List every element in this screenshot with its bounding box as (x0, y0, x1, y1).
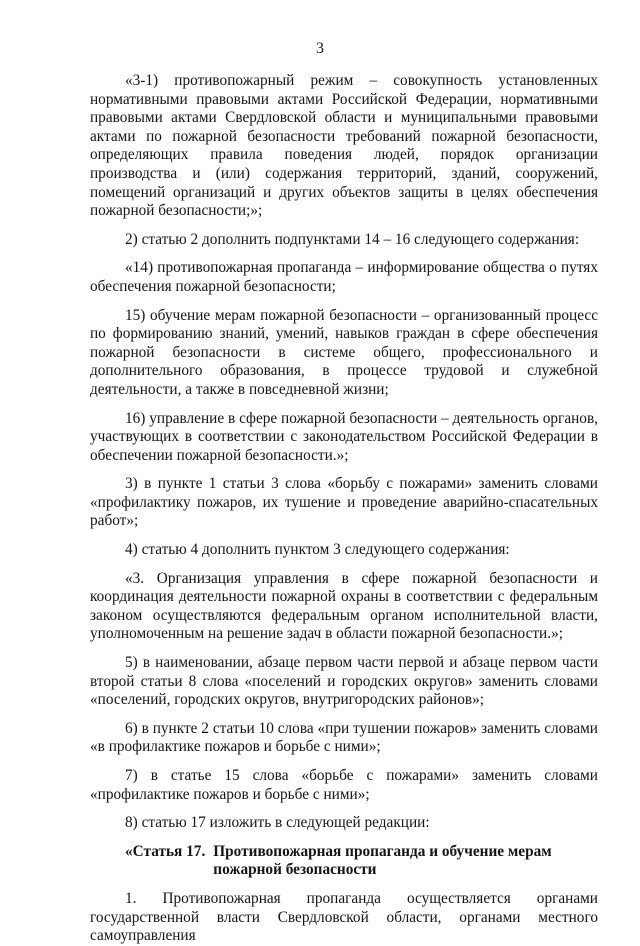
paragraph-3-1-fire-regime: «3-1) противопожарный режим – совокупность установленных нормативными правовыми актами Российской Федерации, нормативными правовыми актами Свердловской области и муниципальными правовыми актами по пожарной безопасности требований пожарной безопасности, определяющих правила поведения людей, порядок организации производства и (или) содержания территорий, зданий, сооружений, помещений организаций и других объектов защиты в целях обеспечения пожарной безопасности;»; (90, 72, 598, 220)
paragraph-item-4: 4) статью 4 дополнить пунктом 3 следующего содержания: (125, 541, 510, 559)
paragraph-item-3: 3) в пункте 1 статьи 3 слова «борьбу с пожарами» заменить словами «профилактику пожаров, их тушение и проведение аварийно-спасательных работ»; (90, 475, 598, 530)
article-17-title: Противопожарная пропаганда и обучение мерам пожарной безопасности (213, 842, 552, 879)
page-number: 3 (316, 40, 324, 57)
paragraph-subitem-15: 15) обучение мерам пожарной безопасности – организованный процесс по формированию знаний, умений, навыков граждан в сфере обеспечения пожарной безопасности в системе общего, профессионального и дополнительного образования, в процессе трудовой и служебной деятельности, а также в повседневной жизни; (90, 306, 598, 398)
paragraph-item-7: 7) в статье 15 слова «борьбе с пожарами» заменить словами «профилактике пожаров и борьбе с ними»; (90, 767, 598, 803)
document-body (90, 72, 598, 946)
paragraph-article-17-part-1: 1. Противопожарная пропаганда осуществляется органами государственной власти Свердловской области, органами местного самоуправления (90, 889, 598, 945)
paragraph-subitem-16: 16) управление в сфере пожарной безопасности – деятельность органов, участвующих в соответствии с законодательством Российской Федерации в обеспечении пожарной безопасности.»; (90, 409, 598, 464)
article-17-number: «Статья 17. (125, 842, 206, 860)
article-17-heading (90, 843, 598, 880)
paragraph-subitem-14: «14) противопожарная пропаганда – информирование общества о путях обеспечения пожарной безопасности; (90, 259, 598, 295)
paragraph-item-8: 8) статью 17 изложить в следующей редакции: (125, 814, 430, 832)
paragraph-item-5: 5) в наименовании, абзаце первом части первой и абзаце первом части второй статьи 8 слова «поселений и городских округов» заменить словами «поселений, городских округов, внутригородских районов»; (90, 654, 598, 709)
paragraph-clause-3: «3. Организация управления в сфере пожарной безопасности и координация деятельности пожарной охраны в соответствии с федеральным законом осуществляются федеральным органом исполнительной власти, уполномоченным на решение задач в области пожарной безопасности.»; (90, 569, 598, 643)
paragraph-item-6: 6) в пункте 2 статьи 10 слова «при тушении пожаров» заменить словами «в профилактике пожаров и борьбе с ними»; (90, 719, 598, 756)
paragraph-item-2: 2) статью 2 дополнить подпунктами 14 – 16 следующего содержания: (125, 230, 580, 248)
